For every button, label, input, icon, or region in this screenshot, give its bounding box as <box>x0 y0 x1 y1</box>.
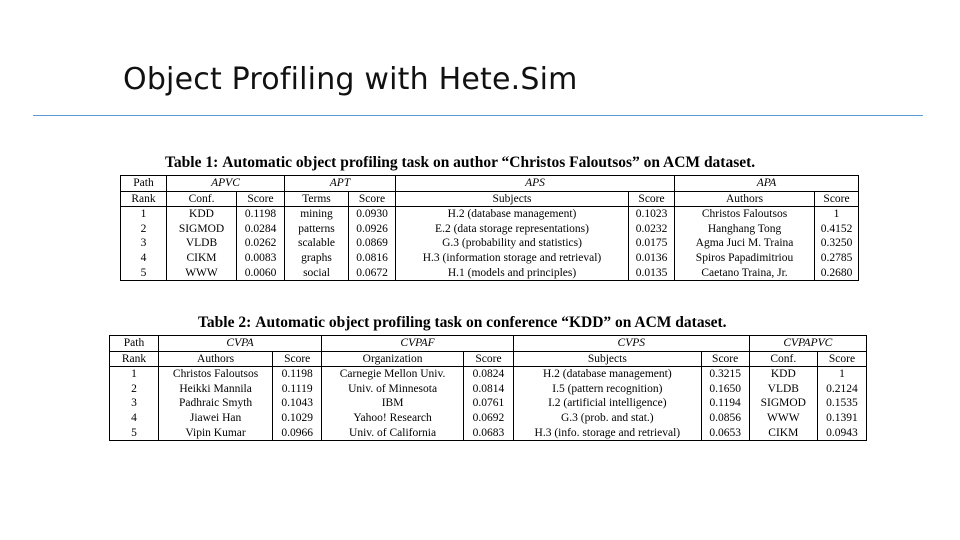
table2-row <box>110 367 867 382</box>
table-cell: 0.0692 <box>463 411 513 426</box>
table1-row <box>121 236 859 251</box>
table1-path-apvc: APVC <box>167 176 285 192</box>
table1-row <box>121 222 859 237</box>
table-cell: 0.0814 <box>463 382 513 397</box>
table-cell: 3 <box>110 396 159 411</box>
table2-path-label: Path <box>110 336 159 352</box>
table-cell: Hanghang Tong <box>675 222 815 237</box>
table-cell: 0.0856 <box>701 411 749 426</box>
table-cell: 4 <box>121 251 167 266</box>
table-cell: 3 <box>121 236 167 251</box>
table-cell: 0.3250 <box>815 236 859 251</box>
table1-row <box>121 266 859 281</box>
table-cell: Heikki Mannila <box>158 382 272 397</box>
table-cell: 0.0284 <box>237 222 285 237</box>
table-cell: Vipin Kumar <box>158 426 272 441</box>
table-cell: 2 <box>110 382 159 397</box>
table1-path-aps: APS <box>396 176 675 192</box>
table2-caption-label: Table 2: <box>198 314 252 331</box>
table1-header-cell: Conf. <box>167 191 237 207</box>
table1-caption-text: Automatic object profiling task on author “Christos Faloutsos” on ACM dataset. <box>222 154 756 171</box>
table-cell: patterns <box>285 222 349 237</box>
table-cell: 0.0653 <box>701 426 749 441</box>
table1-header-row <box>121 191 859 207</box>
table-cell: 0.1391 <box>817 411 866 426</box>
table2-header-cell: Score <box>817 351 866 367</box>
table-cell: KDD <box>167 207 237 222</box>
table-cell: 0.2785 <box>815 251 859 266</box>
table-cell: Christos Faloutsos <box>675 207 815 222</box>
table2 <box>109 335 867 441</box>
table-cell: Yahoo! Research <box>322 411 464 426</box>
table-cell: 0.1029 <box>273 411 322 426</box>
table-cell: 0.0869 <box>349 236 396 251</box>
table-cell: 0.2680 <box>815 266 859 281</box>
table-cell: WWW <box>749 411 817 426</box>
table-cell: 0.0262 <box>237 236 285 251</box>
title-divider <box>33 115 923 116</box>
table2-caption <box>198 314 727 332</box>
table1-path-row <box>121 176 859 192</box>
table1-path-label: Path <box>121 176 167 192</box>
table-cell: 1 <box>121 207 167 222</box>
table2-header-cell: Conf. <box>749 351 817 367</box>
table1 <box>120 175 859 281</box>
table-cell: Carnegie Mellon Univ. <box>322 367 464 382</box>
table1-rank-label: Rank <box>121 191 167 207</box>
table-cell: WWW <box>167 266 237 281</box>
table1-header-cell: Score <box>349 191 396 207</box>
table-cell: 5 <box>110 426 159 441</box>
table2-header-cell: Score <box>463 351 513 367</box>
table-cell: G.3 (probability and statistics) <box>396 236 629 251</box>
table-cell: scalable <box>285 236 349 251</box>
table1-header-cell: Authors <box>675 191 815 207</box>
table-cell: 0.1535 <box>817 396 866 411</box>
table-cell: 0.2124 <box>817 382 866 397</box>
table-cell: 0.0232 <box>629 222 675 237</box>
table-cell: Jiawei Han <box>158 411 272 426</box>
table-cell: graphs <box>285 251 349 266</box>
table-cell: 0.0135 <box>629 266 675 281</box>
table-cell: Christos Faloutsos <box>158 367 272 382</box>
table-cell: 0.0761 <box>463 396 513 411</box>
table1-header-cell: Subjects <box>396 191 629 207</box>
table-cell: 0.0966 <box>273 426 322 441</box>
table-cell: 0.0943 <box>817 426 866 441</box>
table-cell: 0.0930 <box>349 207 396 222</box>
table2-header-row <box>110 351 867 367</box>
table-cell: VLDB <box>749 382 817 397</box>
table-cell: G.3 (prob. and stat.) <box>513 411 701 426</box>
table-cell: Spiros Papadimitriou <box>675 251 815 266</box>
table2-header-cell: Subjects <box>513 351 701 367</box>
table-cell: 1 <box>110 367 159 382</box>
table-cell: Caetano Traina, Jr. <box>675 266 815 281</box>
table-cell: H.1 (models and principles) <box>396 266 629 281</box>
table2-path-cvpapvc: CVPAPVC <box>749 336 866 352</box>
table-cell: 0.1119 <box>273 382 322 397</box>
table-cell: CIKM <box>167 251 237 266</box>
table-cell: 0.0060 <box>237 266 285 281</box>
table1-path-apa: APA <box>675 176 859 192</box>
table-cell: KDD <box>749 367 817 382</box>
table1-caption <box>165 154 755 172</box>
table-cell: E.2 (data storage representations) <box>396 222 629 237</box>
table-cell: 0.0926 <box>349 222 396 237</box>
table2-row <box>110 411 867 426</box>
table-cell: Agma Juci M. Traina <box>675 236 815 251</box>
slide-title: Object Profiling with Hete.Sim <box>123 62 578 97</box>
table-cell: 0.4152 <box>815 222 859 237</box>
table1-caption-label: Table 1: <box>165 154 219 171</box>
table-cell: I.2 (artificial intelligence) <box>513 396 701 411</box>
table2-row <box>110 382 867 397</box>
table-cell: I.5 (pattern recognition) <box>513 382 701 397</box>
table-cell: CIKM <box>749 426 817 441</box>
table-cell: IBM <box>322 396 464 411</box>
table1-header-cell: Score <box>815 191 859 207</box>
table-cell: 0.0175 <box>629 236 675 251</box>
table-cell: Padhraic Smyth <box>158 396 272 411</box>
table1-row <box>121 251 859 266</box>
table1-header-cell: Score <box>629 191 675 207</box>
table-cell: 0.1198 <box>237 207 285 222</box>
table-cell: H.2 (database management) <box>396 207 629 222</box>
table-cell: mining <box>285 207 349 222</box>
table1-path-apt: APT <box>285 176 396 192</box>
table-cell: 0.0816 <box>349 251 396 266</box>
table-cell: H.3 (information storage and retrieval) <box>396 251 629 266</box>
table2-header-cell: Organization <box>322 351 464 367</box>
table-cell: 0.1198 <box>273 367 322 382</box>
table-cell: VLDB <box>167 236 237 251</box>
table-cell: SIGMOD <box>167 222 237 237</box>
table-cell: 1 <box>815 207 859 222</box>
table-cell: 2 <box>121 222 167 237</box>
table1-row <box>121 207 859 222</box>
table-cell: 0.1194 <box>701 396 749 411</box>
table2-rank-label: Rank <box>110 351 159 367</box>
table-cell: Univ. of California <box>322 426 464 441</box>
table-cell: 0.0824 <box>463 367 513 382</box>
table2-header-cell: Score <box>273 351 322 367</box>
table1-header-cell: Score <box>237 191 285 207</box>
table-cell: SIGMOD <box>749 396 817 411</box>
table2-caption-text: Automatic object profiling task on conference “KDD” on ACM dataset. <box>255 314 727 331</box>
table2-path-cvps: CVPS <box>513 336 749 352</box>
table-cell: H.3 (info. storage and retrieval) <box>513 426 701 441</box>
table-cell: 0.0672 <box>349 266 396 281</box>
table-cell: 4 <box>110 411 159 426</box>
table-cell: 0.0136 <box>629 251 675 266</box>
table-cell: 0.3215 <box>701 367 749 382</box>
table2-row <box>110 396 867 411</box>
table2-row <box>110 426 867 441</box>
table-cell: H.2 (database management) <box>513 367 701 382</box>
table2-path-cvpa: CVPA <box>158 336 321 352</box>
table-cell: 5 <box>121 266 167 281</box>
table-cell: 0.0083 <box>237 251 285 266</box>
table2-header-cell: Authors <box>158 351 272 367</box>
table-cell: 0.0683 <box>463 426 513 441</box>
table-cell: 1 <box>817 367 866 382</box>
table2-path-cvpaf: CVPAF <box>322 336 514 352</box>
table-cell: 0.1650 <box>701 382 749 397</box>
table-cell: 0.1023 <box>629 207 675 222</box>
table-cell: social <box>285 266 349 281</box>
table2-header-cell: Score <box>701 351 749 367</box>
table-cell: 0.1043 <box>273 396 322 411</box>
table2-path-row <box>110 336 867 352</box>
table-cell: Univ. of Minnesota <box>322 382 464 397</box>
table1-header-cell: Terms <box>285 191 349 207</box>
